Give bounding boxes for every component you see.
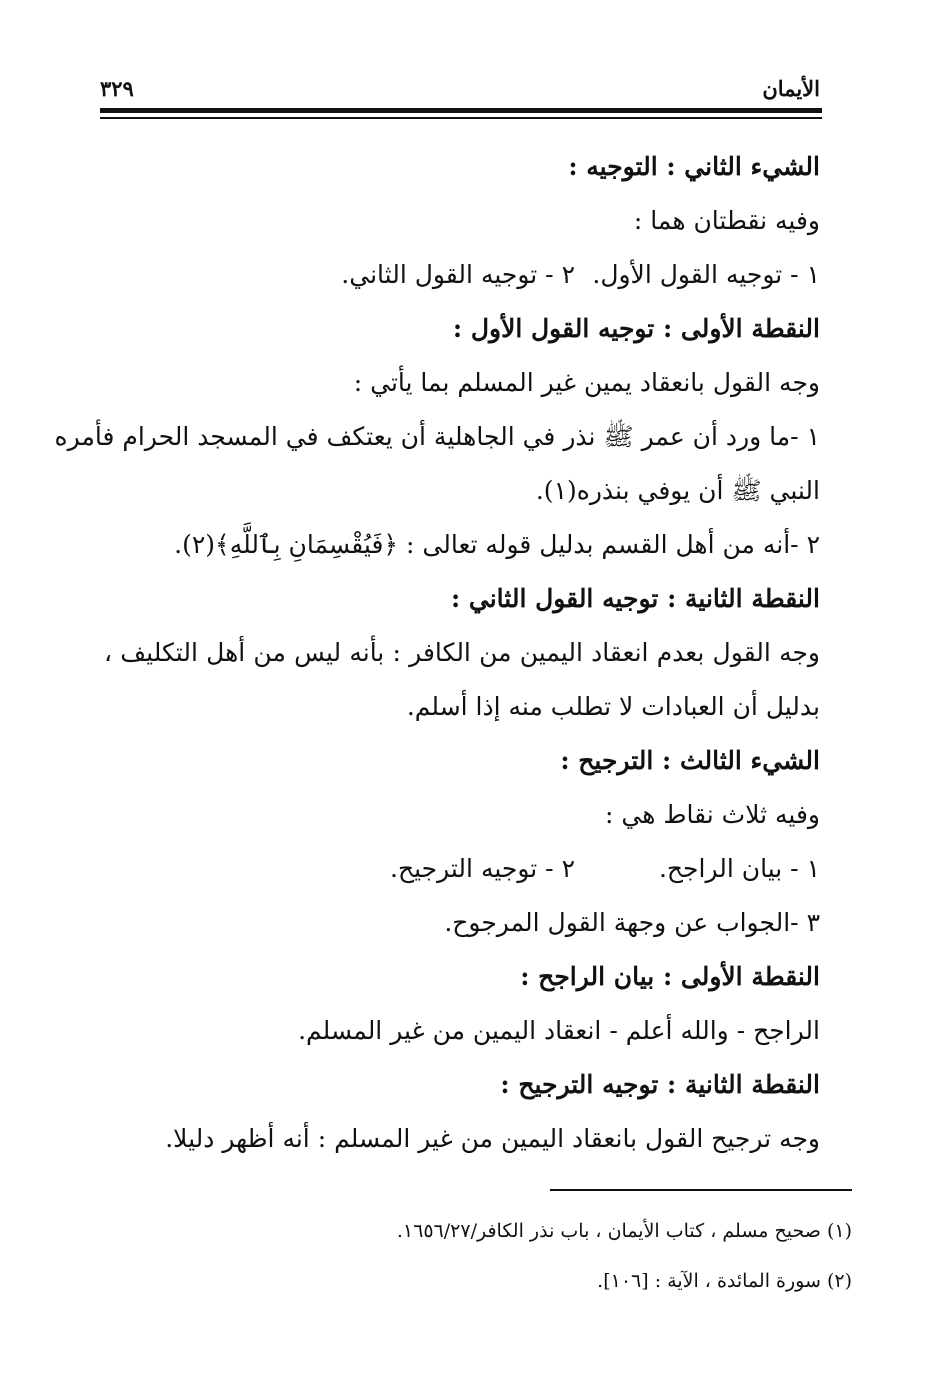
- paragraph-line: وجه القول بعدم انعقاد اليمين من الكافر : بأنه ليس من أهل التكليف ،: [104, 638, 820, 667]
- section-heading: الشيء الثاني : التوجيه :: [568, 152, 820, 181]
- list-item: ١ - توجيه القول الأول.: [592, 260, 820, 289]
- list-item: ١ - بيان الراجح.: [658, 854, 820, 883]
- section-heading: الشيء الثالث : الترجيح :: [560, 746, 820, 775]
- footnote: (١) صحيح مسلم ، كتاب الأيمان ، باب نذر الكافر/١٦٥٦/٢٧.: [396, 1220, 852, 1242]
- page-number: ٣٢٩: [100, 76, 134, 101]
- paragraph-line: وفيه نقطتان هما :: [633, 206, 820, 235]
- running-header: [100, 74, 820, 108]
- chapter-title: الأيمان: [762, 76, 820, 101]
- subsection-heading: النقطة الأولى : توجيه القول الأول :: [452, 314, 820, 343]
- paragraph-line: ٣ -الجواب عن وجهة القول المرجوح.: [444, 908, 820, 937]
- header-rule-thick: [100, 108, 822, 113]
- subsection-heading: النقطة الثانية : توجيه القول الثاني :: [450, 584, 820, 613]
- paragraph-line: ٢ -أنه من أهل القسم بدليل قوله تعالى : ﴿فَيُقْسِمَانِ بِٱللَّهِ﴾(٢).: [174, 530, 820, 559]
- paragraph-line: وفيه ثلاث نقاط هي :: [605, 800, 820, 829]
- paragraph-line: بدليل أن العبادات لا تطلب منه إذا أسلم.: [406, 692, 820, 721]
- paragraph-line: وجه القول بانعقاد يمين غير المسلم بما يأتي :: [353, 368, 820, 397]
- paragraph-line: النبي ﷺ أن يوفي بنذره(١).: [535, 476, 820, 505]
- two-column-list: [104, 842, 820, 896]
- footnotes: [300, 1206, 852, 1306]
- body-text: [54, 140, 820, 1166]
- list-item: ٢ - توجيه القول الثاني.: [341, 260, 575, 289]
- list-item: ٢ - توجيه الترجيح.: [390, 854, 575, 883]
- subsection-heading: النقطة الثانية : توجيه الترجيح :: [500, 1070, 820, 1099]
- paragraph-line: وجه ترجيح القول بانعقاد اليمين من غير المسلم : أنه أظهر دليلا.: [165, 1124, 820, 1153]
- footnote: (٢) سورة المائدة ، الآية : [١٠٦].: [597, 1270, 852, 1292]
- paragraph-line: الراجح - والله أعلم - انعقاد اليمين من غير المسلم.: [298, 1016, 820, 1045]
- footnote-separator: [550, 1189, 852, 1191]
- two-column-list: [104, 248, 820, 302]
- subsection-heading: النقطة الأولى : بيان الراجح :: [520, 962, 820, 991]
- header-rule-thin: [100, 117, 822, 119]
- paragraph-line: ١ -ما ورد أن عمر ﷺ نذر في الجاهلية أن يعتكف في المسجد الحرام فأمره: [54, 422, 820, 451]
